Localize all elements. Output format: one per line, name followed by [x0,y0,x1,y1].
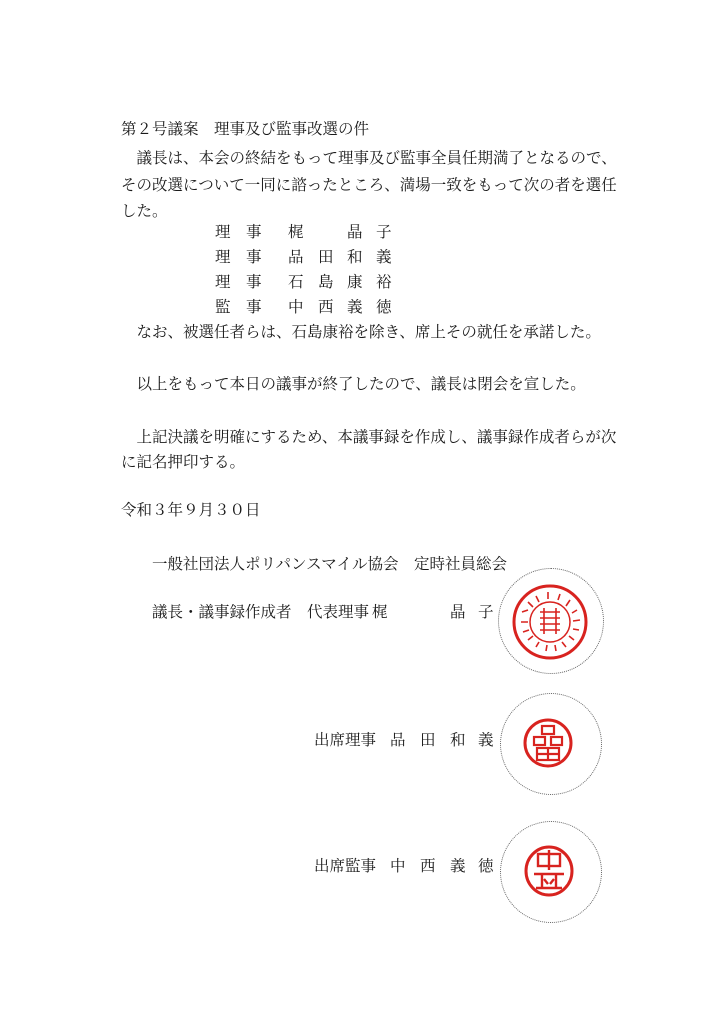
para2: なお、被選任者らは、石島康裕を除き、席上その就任を承諾した。 [121,323,601,341]
para1-line1: 議長は、本会の終結をもって理事及び監事全員任期満了となるので、 [121,149,617,167]
officer-name-char: 西 [318,298,334,316]
signatory-title: 出席理事 [314,731,377,749]
para4-line1: 上記決議を明確にするため、本議事録を作成し、議事録作成者らが次 [121,428,617,446]
officer-role: 監 事 [215,298,262,316]
signatory-row [0,602,719,622]
corporate-seal-icon [510,582,590,662]
signatory-name-char: 子 [478,603,494,621]
signatory-name-char: 梶 [372,603,388,621]
signatory-name-char: 和 [450,731,466,749]
agenda-heading: 第２号議案 理事及び監事改選の件 [121,120,370,138]
officer-name-char: 和 [347,248,363,266]
signatory-name-char: 西 [420,857,436,875]
signatory-title: 議長・議事録作成者 代表理事 [152,603,370,621]
officer-name-char: 晶 [347,223,363,241]
signatory-title: 出席監事 [314,857,377,875]
signatory-name-char: 田 [420,731,436,749]
signatory-name-char: 義 [450,857,466,875]
officer-role: 理 事 [215,273,262,291]
para1-line2: その改選について一同に諮ったところ、満場一致をもって次の者を選任 [121,176,617,194]
officer-name-char: 裕 [376,273,392,291]
officer-row [0,247,719,267]
officer-row [0,222,719,242]
officer-name-char: 康 [347,273,363,291]
para3: 以上をもって本日の議事が終了したので、議長は閉会を宣した。 [121,375,586,393]
signatory-name-char: 義 [478,731,494,749]
officer-name-char: 子 [376,223,392,241]
officer-row [0,297,719,317]
signatory-name-char: 晶 [450,603,466,621]
signatory-row [0,730,719,750]
officer-name-char: 梶 [288,223,304,241]
para4-line2: に記名押印する。 [121,453,246,471]
officer-name-char: 徳 [376,298,392,316]
organization-name: 一般社団法人ポリパンスマイル協会 定時社員総会 [152,555,507,573]
officer-name-char: 品 [288,248,304,266]
document-date: 令和３年９月３０日 [121,501,261,519]
officer-name-char: 義 [347,298,363,316]
officer-role: 理 事 [215,248,262,266]
officer-name-char: 義 [376,248,392,266]
officer-name-char: 島 [318,273,334,291]
para1-line3: した。 [121,202,168,220]
signatory-row [0,856,719,876]
personal-seal-icon [522,844,576,898]
officer-row [0,272,719,292]
personal-seal-icon [522,717,574,769]
officer-name-char: 中 [288,298,304,316]
signatory-name-char: 中 [390,857,406,875]
officer-name-char: 田 [318,248,334,266]
officer-name-char: 石 [288,273,304,291]
signatory-name-char: 徳 [478,857,494,875]
officer-role: 理 事 [215,223,262,241]
signatory-name-char: 品 [390,731,406,749]
